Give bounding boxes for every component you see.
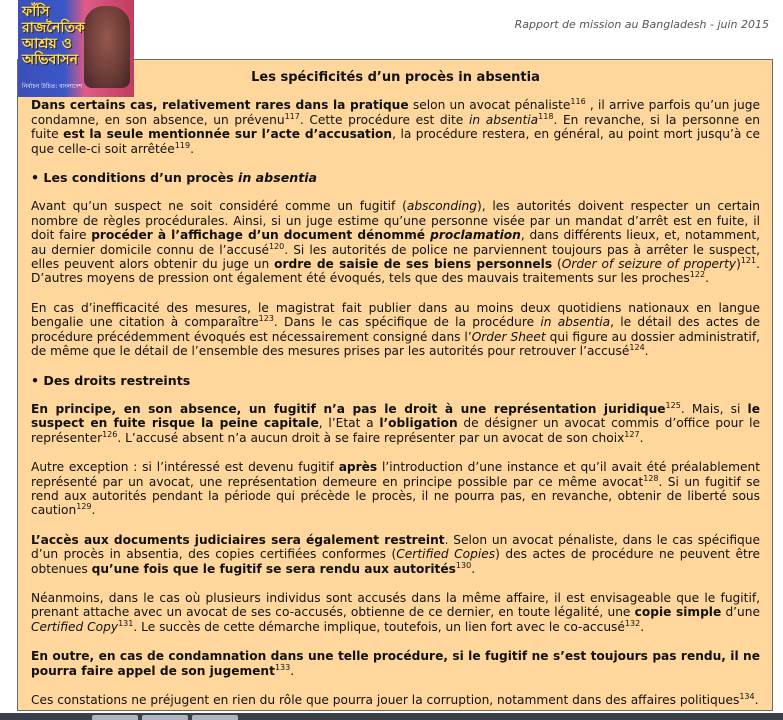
footnote-ref[interactable]: 128	[643, 473, 659, 483]
text: . D’autres moyens de pression ont également été évoqués, tels que des mauvais traitements sur les proches	[31, 257, 760, 286]
info-box	[17, 59, 773, 711]
text: ) des actes de procédure ne peuvent être obtenues	[31, 547, 760, 576]
footnote-ref[interactable]: 125	[665, 400, 681, 410]
cover-small-caption: নির্বাচন উচিত: বাংলাদেশ	[22, 83, 83, 90]
footnote-ref[interactable]: 118	[538, 111, 554, 121]
text: . L’accusé absent n’a aucun droit à se faire représenter par un avocat de son choix	[117, 430, 625, 445]
text: Avant qu’un suspect ne soit considéré comme un fugitif (	[31, 199, 407, 214]
text: Ces constations ne préjugent en rien du rôle que pourra jouer la corruption, notamment dans des affaires politiques	[31, 693, 740, 707]
bold-text: ordre de saisie de ses biens personnels	[274, 257, 553, 272]
text: qui figure au dossier administratif, de même que le détail de l’ensemble des mesures prises par les autorités pour retrouver l’accusé	[31, 329, 760, 359]
text: , le détail des actes de procédure précédemment évoqués est nécessairement consigné dans l’	[31, 315, 760, 344]
bold-text: qu’une fois que le fugitif se sera rendu aux autorités	[91, 561, 456, 576]
report-header: Rapport de mission au Bangladesh - juin 2015	[514, 18, 769, 31]
cover-title	[22, 4, 130, 68]
text: ), les autorités doivent respecter un certain nombre de règles procédurales. Ainsi, si un juge estime qu’une personne visée par un mandat d’arrêt est en fuite, il doit faire	[31, 199, 760, 243]
text: Néanmoins, dans le cas où plusieurs individus sont accusés dans la même affaire, il est envisageable que le fugitif, prenant attache avec un avocat de ses co-accusés, obtienne de ce dernier, en toute légalité, une	[31, 590, 760, 620]
text: .	[644, 344, 649, 359]
text: En cas d’inefficacité des mesures, le magistrat fait publier dans au moins deux quotidiens nationaux en langue bengalie une citation à comparaître	[31, 300, 760, 330]
footnote-ref[interactable]: 131	[118, 618, 134, 628]
footnote-ref[interactable]: 124	[629, 343, 645, 353]
section-heading	[31, 171, 760, 185]
text: . Le succès de cette démarche implique, toutefois, un lien fort avec le co-accusé	[133, 619, 625, 634]
text: d’une	[721, 605, 760, 620]
text: .	[471, 561, 476, 576]
paragraph	[31, 649, 760, 678]
text: , il arrive parfois qu’un juge condamne, en son absence, un prévenu	[31, 98, 760, 127]
bold-text: l’obligation	[379, 416, 458, 431]
text: . Selon un avocat pénaliste, dans le cas spécifique d’un procès in absentia, des copies certifiées conformes (	[31, 532, 760, 562]
bold-text: Dans certains cas, relativement rares dans la pratique	[31, 98, 409, 113]
text: .	[290, 663, 295, 678]
text: . En revanche, si la personne en fuite	[31, 112, 760, 142]
paragraph	[31, 199, 760, 285]
footnote-ref[interactable]: 127	[624, 429, 640, 439]
footnote-ref[interactable]: 129	[76, 502, 92, 512]
footnote-ref[interactable]: 116	[570, 97, 586, 107]
book-cover-thumbnail	[18, 0, 134, 97]
paragraph	[31, 98, 760, 156]
bold-text: L’accès aux documents judiciaires sera également restreint	[31, 532, 445, 547]
cover-line: ফাঁসি	[22, 4, 50, 20]
italic-text: absconding	[406, 199, 477, 214]
bold-italic-text: proclamation	[430, 228, 521, 243]
text: . Cette procédure est dite	[299, 112, 469, 127]
cover-line: আশ্রয় ও	[22, 36, 72, 52]
footnote-ref[interactable]: 122	[689, 270, 706, 280]
text: , dans différents lieux, et, notamment, au dernier domicile connu de l’accusé	[31, 228, 760, 257]
paragraph	[31, 591, 760, 634]
footnote-ref[interactable]: 134	[739, 691, 755, 701]
text: selon un avocat pénaliste	[408, 98, 571, 113]
text: , l’Etat a	[318, 416, 380, 431]
box-title: Les spécificités d’un procès in absentia	[251, 70, 540, 85]
text: Autre exception : si l’intéressé est devenu fugitif	[31, 460, 339, 475]
text: .	[639, 430, 644, 445]
italic-text: in absentia	[468, 112, 539, 127]
taskbar-button[interactable]	[92, 715, 138, 720]
text: .	[190, 141, 194, 156]
taskbar-button[interactable]	[192, 715, 238, 720]
bold-text: En outre, en cas de condamnation dans une telle procédure, si le fugitif ne s’est toujours pas rendu, il ne pourra faire appel de son jugement	[31, 649, 760, 678]
taskbar-button[interactable]	[142, 715, 188, 720]
text: .	[754, 693, 759, 707]
bold-text: le suspect en fuite risque la peine capitale	[31, 401, 760, 431]
text: . Si un fugitif se rend aux autorités pendant la période qui précède le procès, il ne pourra pas, en revanche, obtenir de liberté sous caution	[31, 474, 760, 518]
footnote-ref[interactable]: 120	[268, 241, 285, 251]
italic-text: Certified Copies	[396, 547, 496, 562]
heading-text: • Les conditions d’un procès	[31, 170, 239, 186]
paragraph	[31, 693, 760, 707]
paragraph	[31, 460, 760, 518]
heading-italic: in absentia	[238, 170, 318, 186]
bold-text: En principe, en son absence, un fugitif n’a pas le droit à une représentation juridique	[31, 401, 666, 416]
cover-line: রাজনৈতিক	[22, 20, 85, 36]
footnote-ref[interactable]: 117	[284, 111, 300, 121]
footnote-ref[interactable]: 119	[174, 140, 191, 150]
footnote-ref[interactable]: 133	[274, 662, 291, 672]
italic-text: Order of seizure of property	[561, 257, 737, 272]
footnote-ref[interactable]: 121	[740, 256, 757, 265]
section-heading: • Des droits restreints	[31, 372, 191, 388]
footnote-ref[interactable]: 123	[258, 314, 274, 324]
text: .	[705, 271, 709, 286]
text: (	[552, 257, 562, 272]
text: . Si les autorités de police ne parviennent toujours pas à arrêter le suspect, elles peuvent alors obtenir du juge un	[31, 242, 760, 272]
italic-text: Order Sheet	[471, 329, 546, 344]
cover-line: অভিবাসন	[22, 52, 79, 68]
text: l’introduction d’une instance et qu’il avait été préalablement représenté par un avocat, une représentation demeure en principe possible par ce même avocat	[31, 460, 760, 489]
text: . Dans le cas spécifique de la procédure	[273, 315, 541, 330]
text: )	[736, 257, 741, 272]
footnote-ref[interactable]: 132	[624, 618, 641, 628]
taskbar	[0, 713, 783, 720]
footnote-ref[interactable]: 130	[455, 560, 472, 570]
paragraph	[31, 533, 760, 576]
bold-text: procéder à l’affichage d’un document dénommé	[91, 228, 431, 243]
bold-text: copie simple	[634, 605, 722, 620]
text: de désigner un avocat commis d’office pour le représenter	[31, 416, 760, 445]
italic-text: Certified Copy	[31, 619, 119, 634]
paragraph	[31, 402, 760, 445]
bold-text: est la seule mentionnée sur l’acte d’accusation	[63, 127, 393, 142]
text: , la procédure restera, en général, au point mort jusqu’à ce que celle-ci soit arrêtée	[31, 127, 760, 156]
footnote-ref[interactable]: 126	[102, 429, 118, 439]
paragraph	[31, 301, 760, 359]
text: .	[640, 619, 645, 634]
bold-text: après	[338, 460, 378, 475]
text: . Mais, si	[680, 401, 748, 416]
italic-text: in absentia	[540, 315, 611, 330]
text: .	[91, 503, 96, 518]
